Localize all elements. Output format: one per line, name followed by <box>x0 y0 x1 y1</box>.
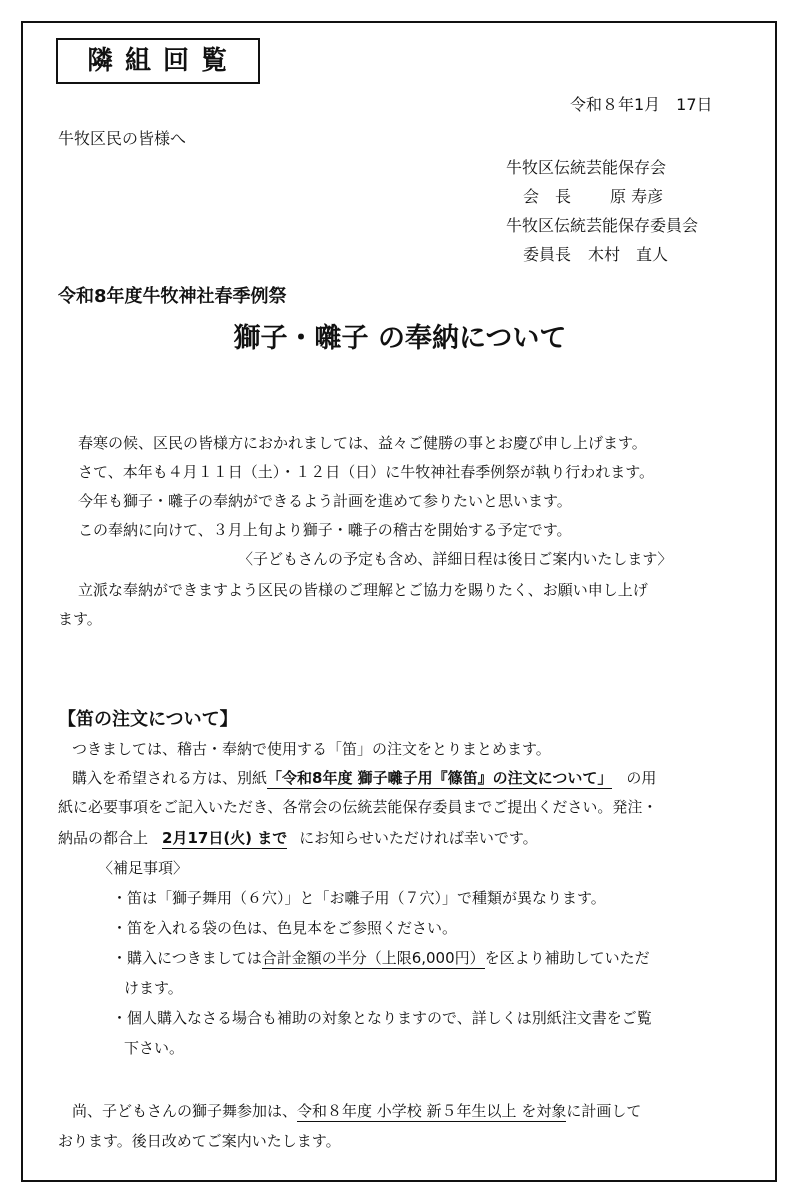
subsidy-amount: 合計金額の半分（上限6,000円） <box>261 949 485 967</box>
note-3-continuation: けます。 <box>124 979 183 997</box>
note-2: ・笛を入れる袋の色は、色見本をご参照ください。 <box>112 919 458 937</box>
notes-heading: 〈補足事項〉 <box>98 859 189 877</box>
flute-paragraph-3: 紙に必要事項をご記入いただき、各常会の伝統芸能保存委員までご提出ください。発注・ <box>58 798 658 816</box>
flute-paragraph-2 <box>72 768 656 788</box>
body-line-1: 春寒の候、区民の皆様方におかれましては、益々ご健勝の事とお慶び申し上げます。 <box>78 434 647 452</box>
flute-section-heading: 【笛の注文について】 <box>58 709 238 730</box>
closing-text-c: に計画して <box>566 1102 642 1120</box>
sender-name-2: 木村 直人 <box>588 245 669 264</box>
body-line-4: この奉納に向けて、３月上旬より獅子・囃子の稽古を開始する予定です。 <box>78 521 572 539</box>
closing-line-2: おります。後日改めてご案内いたします。 <box>58 1132 341 1150</box>
flute-paragraph-1: つきましては、稽古・奉納で使用する「笛」の注文をとりまとめます。 <box>72 740 551 758</box>
circulation-stamp: 隣組回覧 <box>56 38 260 84</box>
order-deadline: 2月17日(火) まで <box>162 829 288 847</box>
body-line-7: ます。 <box>58 610 102 628</box>
flute-p4-text-c: にお知らせいただければ幸いです。 <box>299 829 538 847</box>
body-line-6: 立派な奉納ができますよう区民の皆様のご理解とご協力を賜りたく、お願い申し上げ <box>78 581 648 599</box>
addressee: 牛牧区民の皆様へ <box>58 129 187 148</box>
order-form-reference: 「令和8年度 獅子囃子用『篠笛』の注文について」 <box>267 769 613 787</box>
closing-text-a: 尚、子どもさんの獅子舞参加は、 <box>72 1102 298 1120</box>
body-line-3: 今年も獅子・囃子の奉納ができるよう計画を進めて参りたいと思います。 <box>78 492 572 510</box>
sender-name-1: 原 寿彦 <box>610 187 664 206</box>
page-title: 獅子・囃子 の奉納について <box>233 323 567 354</box>
sender-org-1: 牛牧区伝統芸能保存会 <box>506 158 667 177</box>
closing-line-1 <box>72 1101 641 1121</box>
body-line-5: 〈子どもさんの予定も含め、詳細日程は後日ご案内いたします〉 <box>238 550 673 568</box>
flute-p2-text-a: 購入を希望される方は、別紙 <box>72 769 268 787</box>
note-4: ・個人購入なさる場合も補助の対象となりますので、詳しくは別紙注文書をご覧 <box>112 1009 652 1027</box>
flute-p2-text-c: の用 <box>626 769 657 787</box>
flute-paragraph-4 <box>58 828 538 848</box>
note-1: ・笛は「獅子舞用（６穴）」と「お囃子用（７穴）」で種類が異なります。 <box>112 889 606 907</box>
sender-role-1: 会 長 <box>523 187 572 206</box>
note-3-text-a: ・購入につきましては <box>112 949 262 967</box>
note-3 <box>112 948 650 968</box>
note-3-text-c: を区より補助していただ <box>484 949 650 967</box>
body-line-2: さて、本年も４月１１日（土）・１２日（日）に牛牧神社春季例祭が執り行われます。 <box>78 463 655 481</box>
sender-role-2: 委員長 <box>523 245 572 264</box>
sender-org-2: 牛牧区伝統芸能保存委員会 <box>506 216 699 235</box>
eligible-grade: 令和８年度 小学校 新５年生以上 を対象 <box>297 1102 567 1120</box>
flute-p4-text-a: 納品の都合上 <box>58 829 149 847</box>
issue-date: 令和８年1月 17日 <box>570 95 713 114</box>
subject-line: 令和8年度牛牧神社春季例祭 <box>58 286 287 307</box>
note-4-continuation: 下さい。 <box>124 1039 185 1057</box>
